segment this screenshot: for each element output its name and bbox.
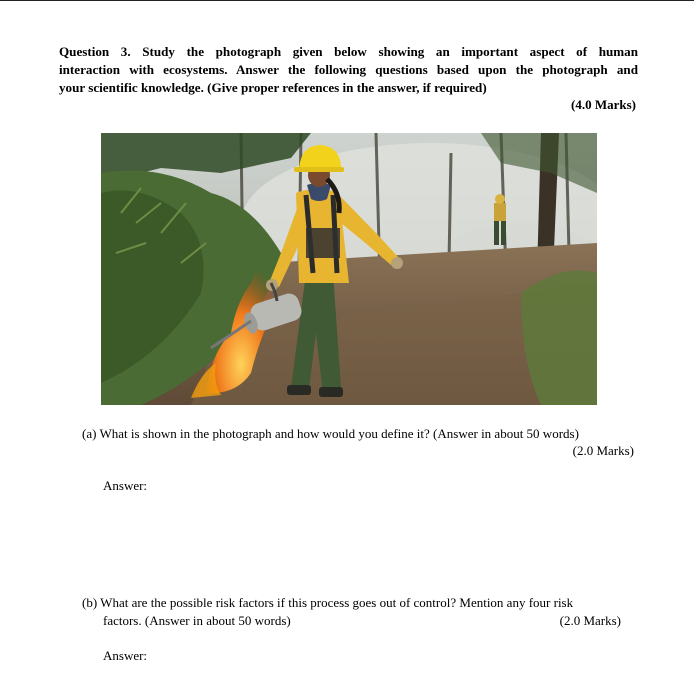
part-b-answer-label: Answer: bbox=[103, 648, 148, 663]
part-b-line-2 bbox=[82, 612, 638, 630]
part-b-marks: (2.0 Marks) bbox=[559, 613, 621, 628]
part-a-question: (a) What is shown in the photograph and how would you define it? (Answer in about 50 words) bbox=[82, 426, 579, 441]
part-b-line-1: (b) What are the possible risk factors if this process goes out of control? Mention any four risk bbox=[82, 595, 574, 610]
prescribed-burn-photo bbox=[101, 133, 597, 405]
top-border bbox=[0, 0, 694, 1]
part-b-question bbox=[82, 594, 638, 630]
part-a-marks: (2.0 Marks) bbox=[572, 443, 634, 458]
part-a-answer-label: Answer: bbox=[103, 478, 148, 493]
question-line-3: your scientific knowledge. (Give proper references in the answer, if required) bbox=[59, 80, 487, 95]
question-marks: (4.0 Marks) bbox=[571, 97, 636, 112]
question-line-2: interaction with ecosystems. Answer the following questions based upon the photograph and bbox=[59, 62, 638, 77]
part-b-line-2-text: factors. (Answer in about 50 words) bbox=[103, 613, 291, 628]
question-line-1: Question 3. Study the photograph given below showing an important aspect of human bbox=[59, 44, 638, 59]
question-3-text bbox=[59, 43, 638, 97]
photo-illustration bbox=[101, 133, 597, 405]
